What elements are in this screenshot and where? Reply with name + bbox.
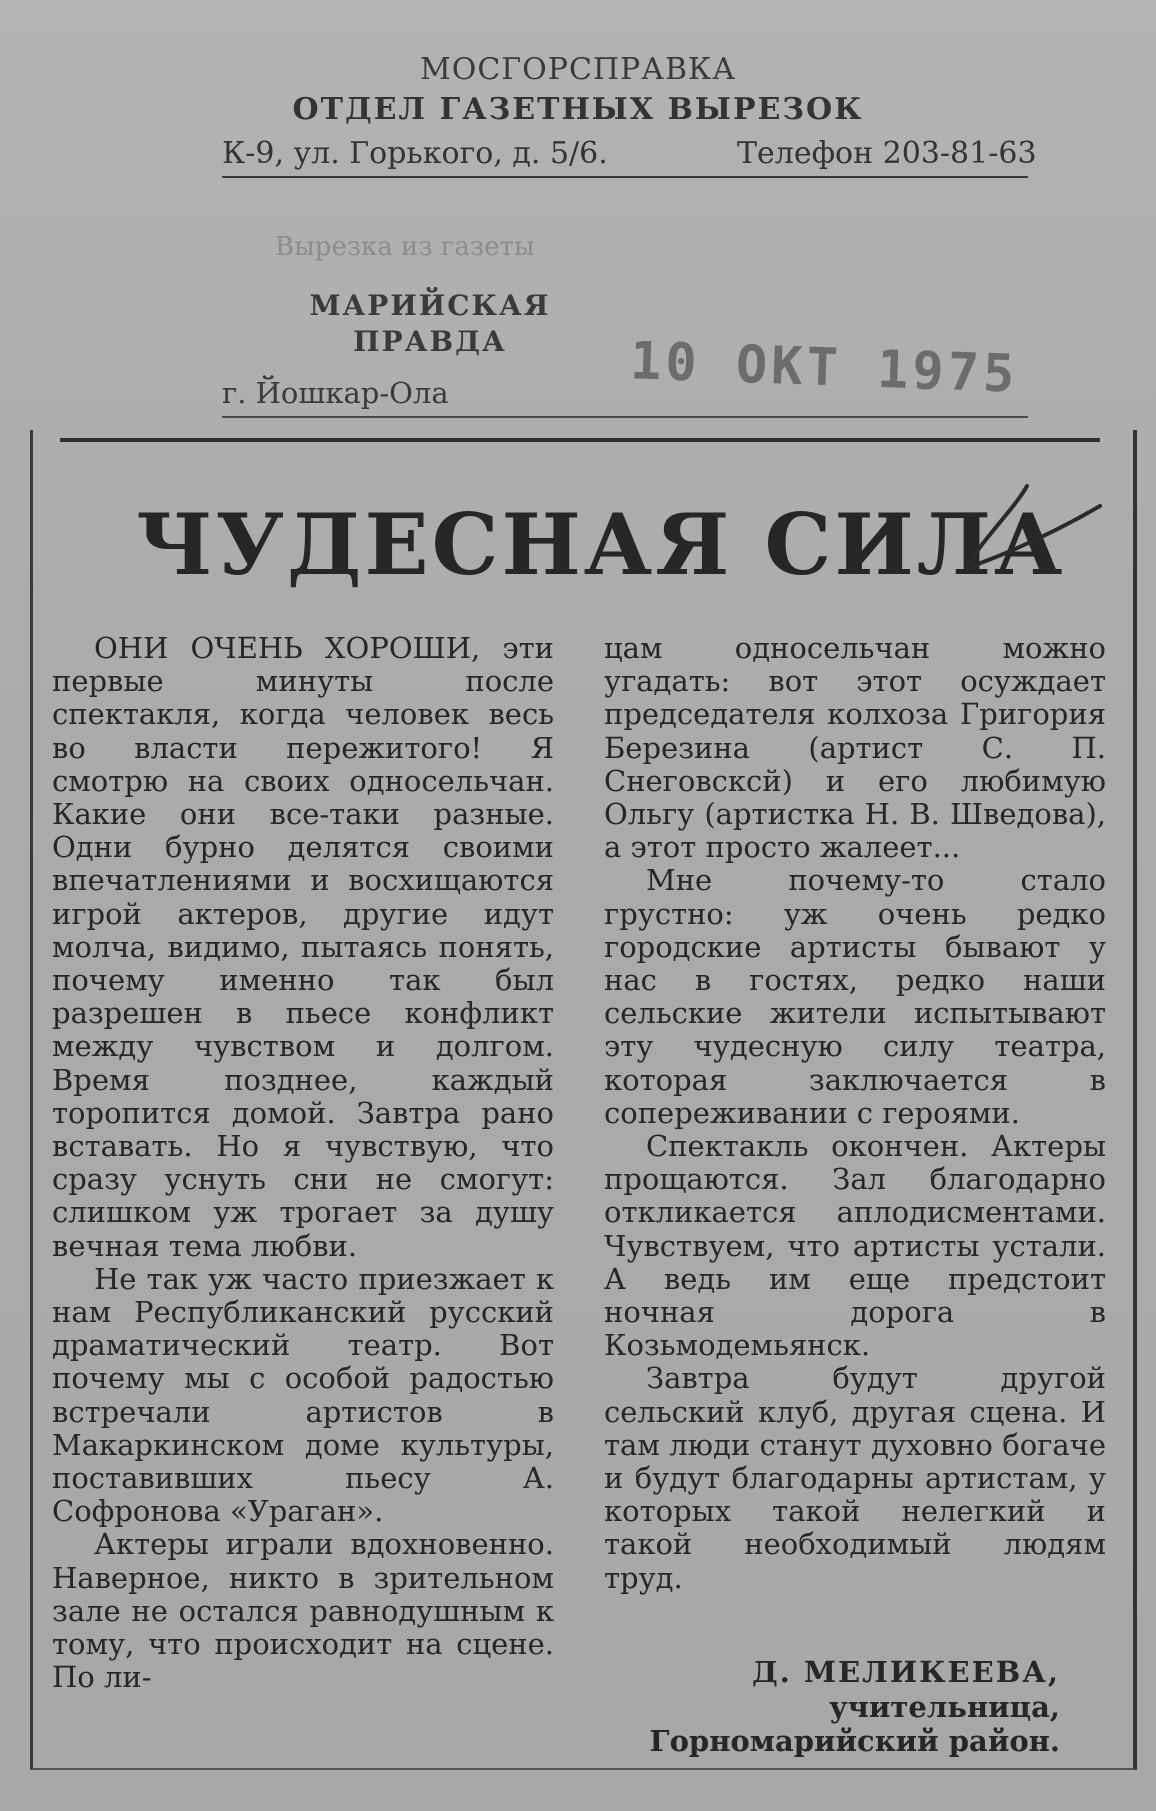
author-district: Горномарийский район.: [649, 1724, 1060, 1758]
article-paragraph: Не так уж часто приезжает к нам Республиканский русский драматический театр. Вот почему мы с особой радостью встречали артистов в Макаркинском доме культуры, поставивших пьесу А. Софронова «Ураган».: [52, 1261, 554, 1529]
article-paragraph: Мне почему-то стало грустно: уж очень редко городские артисты бывают у нас в гостях, редко наши сельские жители испытывают эту чудесную силу театра, которая заключается в сопереживании с героями.: [604, 863, 1106, 1130]
article-paragraph: Актеры играли вдохновенно. Наверное, никто в зрительном зале не остался равнодушным к тому, что происходит на сцене. По ли-: [52, 1527, 554, 1695]
bureau-address: К-9, ул. Горького, д. 5/6.: [222, 136, 608, 171]
article-paragraph: цам односельчан можно угадать: вот этот осуждает председателя колхоза Григория Березина (артист С. П. Снеговсксй) и его любимую Ольгу (артистка Н. В. Шведова), а этот просто жалеет...: [604, 631, 1106, 865]
source-divider: [222, 416, 1028, 418]
article-paragraph: Завтра будут другой сельский клуб, другая сцена. И там люди станут духовно богаче и будут благодарны артистам, у которых такой нелегкий и такой необходимый людям труд.: [604, 1361, 1106, 1595]
department-name: ОТДЕЛ ГАЗЕТНЫХ ВЫРЕЗОК: [292, 92, 864, 127]
date-stamp: 10 ОКТ 1975: [629, 331, 1020, 405]
bureau-phone: Телефон 203-81-63: [737, 136, 1037, 171]
newspaper-city: г. Йошкар-Ола: [222, 376, 449, 410]
article-right-column: [604, 632, 1106, 1595]
article-left-column: [52, 632, 554, 1695]
author-name: Д. МЕЛИКЕЕВА,: [751, 1655, 1060, 1689]
pencil-check-mark-icon: [955, 478, 1105, 578]
clipping-label: Вырезка из газеты: [275, 232, 535, 262]
article-paragraph: ОНИ ОЧЕНЬ ХОРОШИ, эти первые минуты после спектакля, когда человек весь во власти пережитого! Я смотрю на своих односельчан. Какие они все-таки разные. Одни бурно делятся своими впечатлениями и восхищаются игрой актеров, другие идут молча, видимо, пытаясь понять, почему именно так был разрешен в пьесе конфликт между чувством и долгом. Время позднее, каждый торопится домой. Завтра рано вставать. Но я чувствую, что сразу уснуть сни не смогут: слишком уж трогает за душу вечная тема любви.: [52, 631, 554, 1263]
article-title: ЧУДЕСНАЯ СИЛА: [136, 495, 1066, 594]
header-divider: [222, 176, 1028, 178]
author-role: учительница,: [829, 1690, 1060, 1724]
newspaper-name: МАРИЙСКАЯ ПРАВДА: [309, 289, 551, 358]
article-top-rule: [60, 438, 1100, 442]
article-paragraph: Спектакль окончен. Актеры прощаются. Зал благодарно откликается аплодисментами. Чувствуем, что артисты устали. А ведь им еще предстоит ночная дорога в Козьмодемьянск.: [604, 1129, 1106, 1363]
bureau-name: МОСГОРСПРАВКА: [420, 52, 736, 87]
